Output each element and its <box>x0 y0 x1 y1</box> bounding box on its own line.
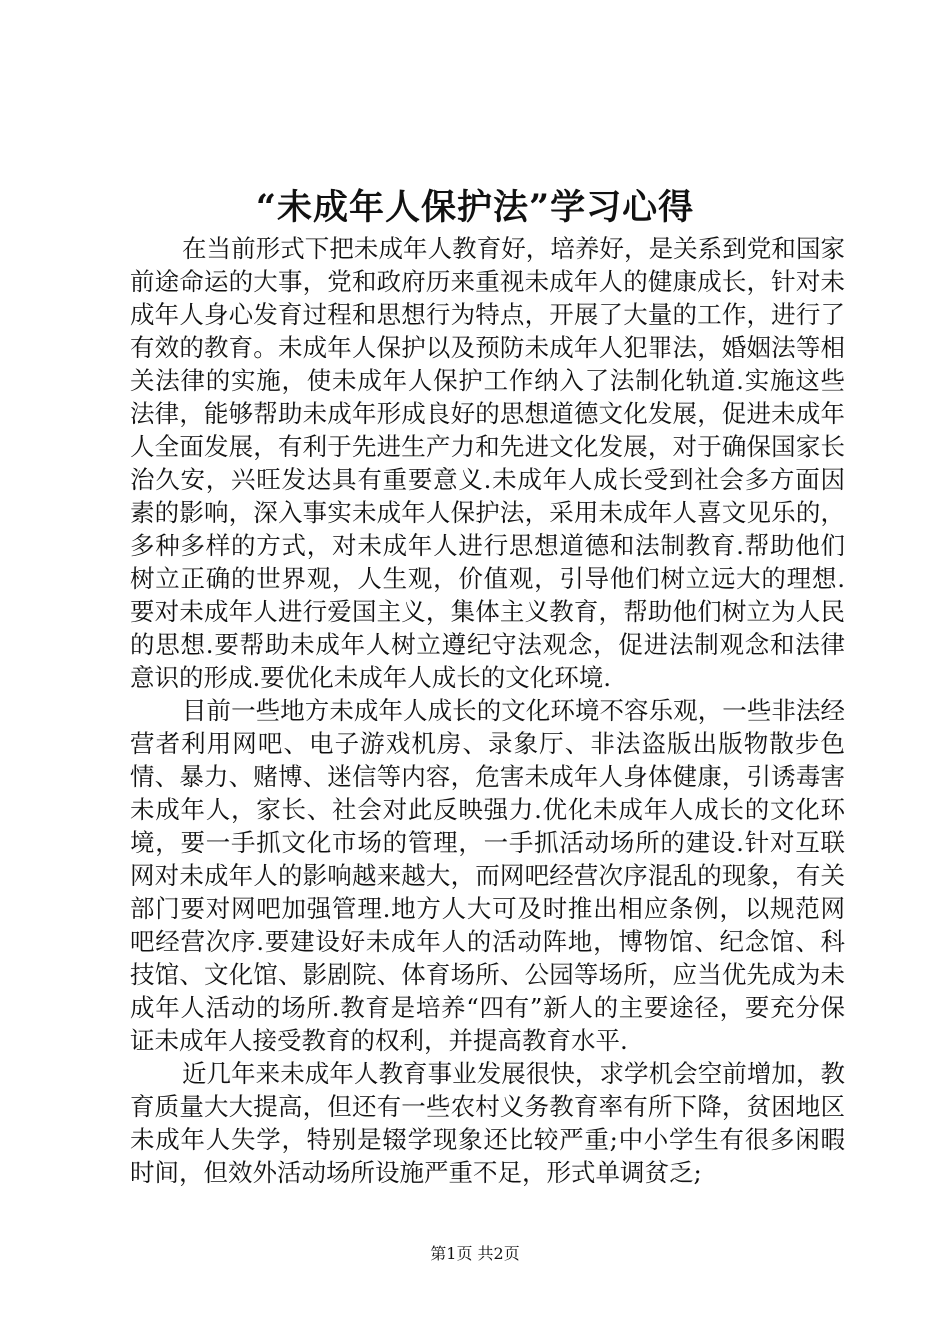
paragraph-3: 近几年来未成年人教育事业发展很快，求学机会空前增加，教育质量大大提高，但还有一些农村义务教育率有所下降，贫困地区未成年人失学，特别是辍学现象还比较严重;中小学生有很多闲暇时间，但效外活动场所设施严重不足，形式单调贫乏; <box>130 1059 845 1187</box>
document-body <box>130 232 845 1189</box>
document-title: “未成年人保护法”学习心得 <box>255 187 695 228</box>
paragraph-2: 目前一些地方未成年人成长的文化环境不容乐观，一些非法经营者利用网吧、电子游戏机房、录象厅、非法盗版出版物散步色情、暴力、赌博、迷信等内容，危害未成年人身体健康，引诱毒害未成年人，家长、社会对此反映强力.优化未成年人成长的文化环境，要一手抓文化市场的管理，一手抓活动场所的建设.针对互联网对未成年人的影响越来越大，而网吧经营次序混乱的现象，有关部门要对网吧加强管理.地方人大可及时推出相应条例，以规范网吧经营次序.要建设好未成年人的活动阵地，博物馆、纪念馆、科技馆、文化馆、影剧院、体育场所、公园等场所，应当优先成为未成年人活动的场所.教育是培养“四有”新人的主要途径，要充分保证未成年人接受教育的权利，并提高教育水平. <box>130 696 845 1055</box>
paragraph-1: 在当前形式下把未成年人教育好，培养好，是关系到党和国家前途命运的大事，党和政府历来重视未成年人的健康成长，针对未成年人身心发育过程和思想行为特点，开展了大量的工作，进行了有效的教育。未成年人保护以及预防未成年人犯罪法，婚姻法等相关法律的实施，使未成年人保护工作纳入了法制化轨道.实施这些法律，能够帮助未成年形成良好的思想道德文化发展，促进未成年人全面发展，有利于先进生产力和先进文化发展，对于确保国家长治久安，兴旺发达具有重要意义.未成年人成长受到社会多方面因素的影响，深入事实未成年人保护法，采用未成年人喜文见乐的，多种多样的方式，对未成年人进行思想道德和法制教育.帮助他们树立正确的世界观，人生观，价值观，引导他们树立远大的理想.要对未成年人进行爱国主义，集体主义教育，帮助他们树立为人民的思想.要帮助未成年人树立遵纪守法观念，促进法制观念和法律意识的形成.要优化未成年人成长的文化环境. <box>130 234 845 692</box>
page-number-footer: 第1页 共2页 <box>430 1244 520 1263</box>
